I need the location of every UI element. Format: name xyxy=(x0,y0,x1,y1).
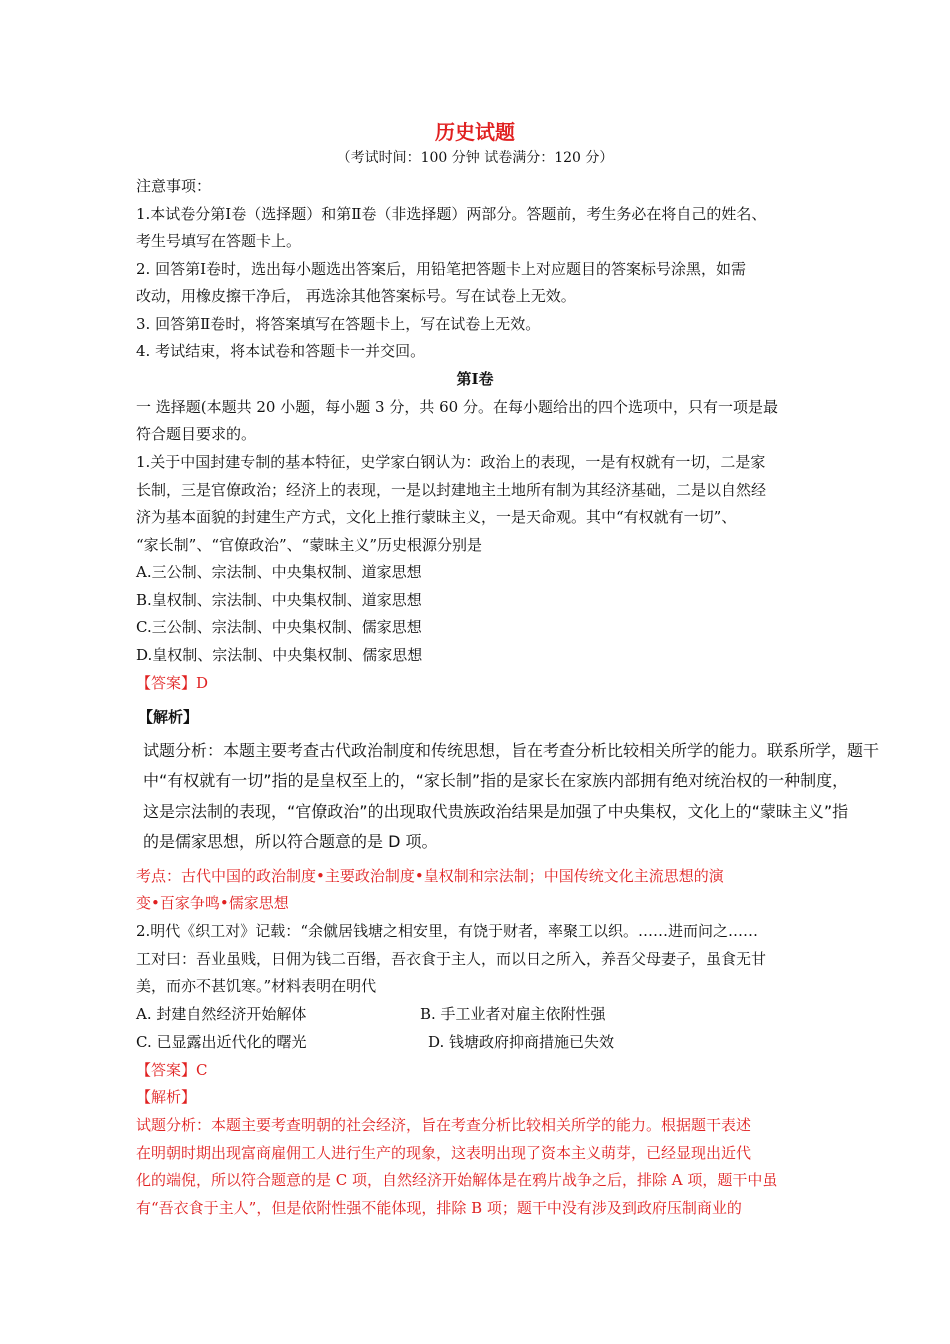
notice-line: 2. 回答第Ⅰ卷时，选出每小题选出答案后，用铅笔把答题卡上对应题目的答案标号涂黑，如需 xyxy=(136,260,747,278)
notice-heading: 注意事项： xyxy=(136,177,212,195)
notice-line: 改动，用橡皮擦干净后， 再选涂其他答案标号。写在试卷上无效。 xyxy=(136,287,576,305)
question-1-analysis: 中“有权就有一切”指的是皇权至上的，“家长制”指的是家长在家族内部拥有绝对统治权的一种制度， xyxy=(143,771,849,790)
question-1-stem: 1.关于中国封建专制的基本特征，史学家白钢认为：政治上的表现，一是有权就有一切，二是家 xyxy=(136,453,766,471)
question-1-option-b: B.皇权制、宗法制、中央集权制、道家思想 xyxy=(136,591,422,609)
question-1-kaodian: 考点：古代中国的政治制度•主要政治制度•皇权制和宗法制；中国传统文化主流思想的演 xyxy=(136,867,724,885)
question-1-analysis: 的是儒家思想，所以符合题意的是 D 项。 xyxy=(143,832,438,851)
question-2-option-b: B. 手工业者对雇主依附性强 xyxy=(420,1005,606,1023)
question-2-analysis: 有“吾衣食于主人”，但是依附性强不能体现，排除 B 项；题干中没有涉及到政府压制商业的 xyxy=(136,1199,742,1217)
question-2-answer: 【答案】C xyxy=(136,1061,208,1079)
question-1-stem: 长制，三是官僚政治；经济上的表现，一是以封建地主土地所有制为其经济基础，二是以自然经 xyxy=(136,481,767,499)
question-2-analysis: 化的端倪，所以符合题意的是 C 项，自然经济开始解体是在鸦片战争之后，排除 A 项，题干中虽 xyxy=(136,1171,778,1189)
section-intro: 一 选择题(本题共 20 小题，每小题 3 分，共 60 分。在每小题给出的四个选项中，只有一项是最 xyxy=(136,398,778,416)
question-1-answer: 【答案】D xyxy=(136,674,209,692)
notice-line: 4. 考试结束，将本试卷和答题卡一并交回。 xyxy=(136,342,426,360)
question-2-option-a: A. 封建自然经济开始解体 xyxy=(136,1005,307,1023)
question-1-option-a: A.三公制、宗法制、中央集权制、道家思想 xyxy=(136,563,422,581)
question-1-stem: 济为基本面貌的封建生产方式，文化上推行蒙昧主义，一是天命观。其中“有权就有一切”、 xyxy=(136,508,737,526)
notice-line: 3. 回答第Ⅱ卷时，将答案填写在答题卡上，写在试卷上无效。 xyxy=(136,315,541,333)
question-1-stem: “家长制”、“官僚政治”、“蒙昧主义”历史根源分别是 xyxy=(136,536,483,554)
question-2-stem: 美，而亦不甚饥寒。”材料表明在明代 xyxy=(136,977,377,995)
question-2-analysis: 试题分析：本题主要考查明朝的社会经济，旨在考查分析比较相关所学的能力。根据题干表述 xyxy=(136,1116,752,1134)
question-1-analysis: 试题分析：本题主要考查古代政治制度和传统思想，旨在考查分析比较相关所学的能力。联系所学，题干 xyxy=(143,741,880,760)
question-2-option-c: C. 已显露出近代化的曙光 xyxy=(136,1033,307,1051)
question-1-option-c: C.三公制、宗法制、中央集权制、儒家思想 xyxy=(136,618,422,636)
question-1-kaodian: 变•百家争鸣•儒家思想 xyxy=(136,894,289,912)
question-1-option-d: D.皇权制、宗法制、中央集权制、儒家思想 xyxy=(136,646,423,664)
exam-info: （考试时间：100 分钟 试卷满分：120 分） xyxy=(336,150,614,166)
question-2-stem: 工对曰：吾业虽贱，日佣为钱二百缗，吾衣食于主人，而以日之所入，养吾父母妻子，虽食无甘 xyxy=(136,950,767,968)
question-2-analysis-label: 【解析】 xyxy=(136,1088,197,1106)
notice-line: 1.本试卷分第Ⅰ卷（选择题）和第Ⅱ卷（非选择题）两部分。答题前，考生务必在将自己的姓名、 xyxy=(136,205,767,223)
question-1-analysis: 这是宗法制的表现，“官僚政治”的出现取代贵族政治结果是加强了中央集权，文化上的“蒙昧主义”指 xyxy=(143,802,849,821)
question-2-analysis: 在明朝时期出现富商雇佣工人进行生产的现象，这表明出现了资本主义萌芽，已经显现出近代 xyxy=(136,1144,752,1162)
section-intro: 符合题目要求的。 xyxy=(136,425,257,443)
notice-line: 考生号填写在答题卡上。 xyxy=(136,232,302,250)
section-title: 第Ⅰ卷 xyxy=(456,370,494,388)
question-1-analysis-label: 【解析】 xyxy=(138,708,199,726)
question-2-stem: 2.明代《织工对》记载：“余僦居钱塘之相安里，有饶于财者，率聚工以织。……进而问之…… xyxy=(136,922,758,940)
page-title: 历史试题 xyxy=(435,120,515,144)
question-2-option-d: D. 钱塘政府抑商措施已失效 xyxy=(428,1033,615,1051)
